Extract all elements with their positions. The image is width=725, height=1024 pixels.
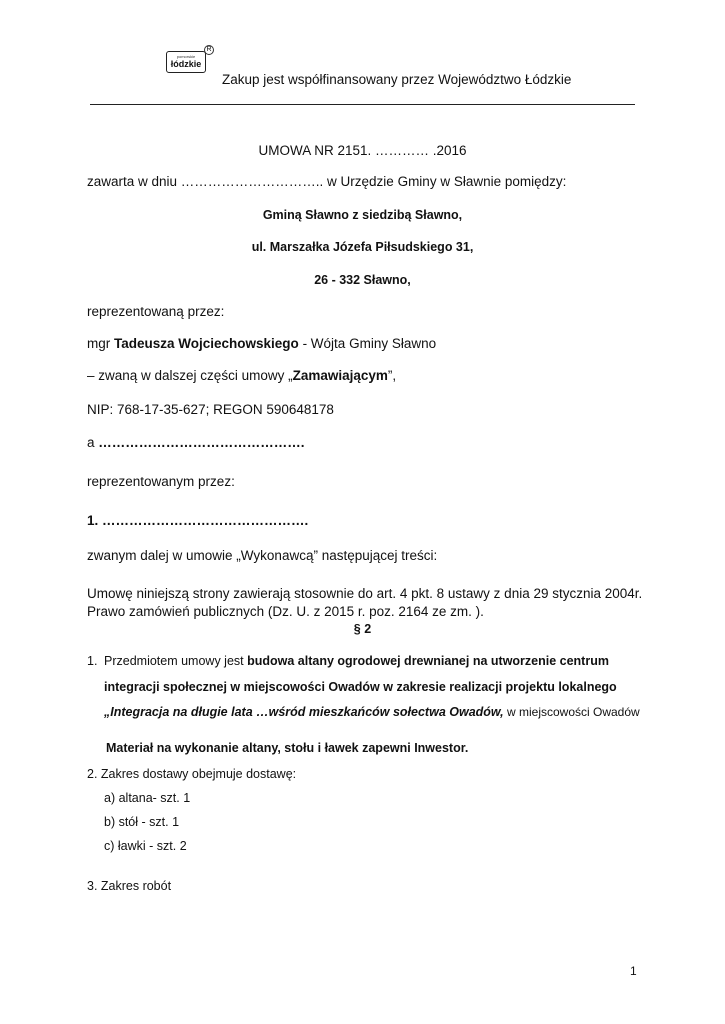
item2-c: c) ławki - szt. 2	[104, 839, 187, 853]
section-marker: § 2	[353, 622, 372, 636]
called-prefix: – zwaną w dalszej części umowy „	[87, 368, 293, 383]
contractor-line: zwanym dalej w umowie „Wykonawcą” następującej treści:	[87, 548, 438, 563]
rep-name: Tadeusza Wojciechowskiego	[114, 336, 299, 351]
item3-title: 3. Zakres robót	[87, 879, 172, 893]
item2-title: 2. Zakres dostawy obejmuje dostawę:	[87, 767, 297, 781]
item2-a: a) altana- szt. 1	[104, 791, 191, 805]
basis-line-2: Prawo zamówień publicznych (Dz. U. z 2015 r. poz. 2164 ze zm. ).	[87, 604, 484, 619]
represented-by2: reprezentowanym przez:	[87, 474, 235, 489]
basis-line-1: Umowę niniejszą strony zawierają stosownie do art. 4 pkt. 8 ustawy z dnia 29 stycznia 2004r.	[87, 586, 643, 601]
item1-number: 1.	[87, 654, 98, 668]
rep-prefix: mgr	[87, 336, 114, 351]
item1-l3-a: „Integracja na długie lata …wśród mieszkańców sołectwa Owadów,	[104, 705, 504, 719]
party2-dots: ……………………………………….	[98, 435, 305, 450]
representative-line	[87, 336, 436, 351]
item1-l3-b: w miejscowości Owadów	[503, 705, 640, 719]
cofinance-header: Zakup jest współfinansowany przez Województwo Łódzkie	[222, 72, 572, 87]
represented-by: reprezentowaną przez:	[87, 304, 225, 319]
logo-small-text: pomorskie	[176, 54, 196, 59]
party1-street: ul. Marszałka Józefa Piłsudskiego 31,	[251, 240, 474, 254]
party2-line	[87, 435, 305, 450]
item2-b: b) stół - szt. 1	[104, 815, 180, 829]
party1-name: Gminą Sławno z siedzibą Sławno,	[262, 208, 463, 222]
page-number: 1	[630, 964, 637, 978]
item1-l1-b: budowa altany ogrodowej drewnianej na utworzenie centrum	[247, 654, 609, 668]
rep-suffix: - Wójta Gminy Sławno	[298, 336, 437, 351]
item1-line1	[104, 654, 638, 668]
material-note: Materiał na wykonanie altany, stołu i ławek zapewni Inwestor.	[106, 741, 469, 755]
item1-line3	[104, 705, 640, 719]
logo-main-text: łódzkie	[170, 59, 202, 69]
contract-title: UMOWA NR 2151. ………… .2016	[258, 143, 467, 158]
logo-lodzkie	[166, 51, 206, 73]
called-suffix: ”,	[387, 368, 397, 383]
item1-line2: integracji społecznej w miejscowości Owadów w zakresie realizacji projektu lokalnego	[104, 680, 617, 694]
registered-mark-icon: R	[204, 45, 214, 55]
nip-regon: NIP: 768-17-35-627; REGON 590648178	[87, 402, 334, 417]
party2-prefix: a	[87, 435, 99, 450]
concluded-line: zawarta w dniu ………………………….. w Urzędzie Gminy w Sławnie pomiędzy:	[87, 174, 567, 189]
item1-l1-a: Przedmiotem umowy jest	[104, 654, 248, 668]
called-line	[87, 368, 396, 383]
party1-city: 26 - 332 Sławno,	[314, 273, 411, 287]
rep2-line: 1. ……………………………………….	[87, 513, 309, 528]
header-divider	[90, 104, 635, 105]
called-name: Zamawiającym	[292, 368, 388, 383]
